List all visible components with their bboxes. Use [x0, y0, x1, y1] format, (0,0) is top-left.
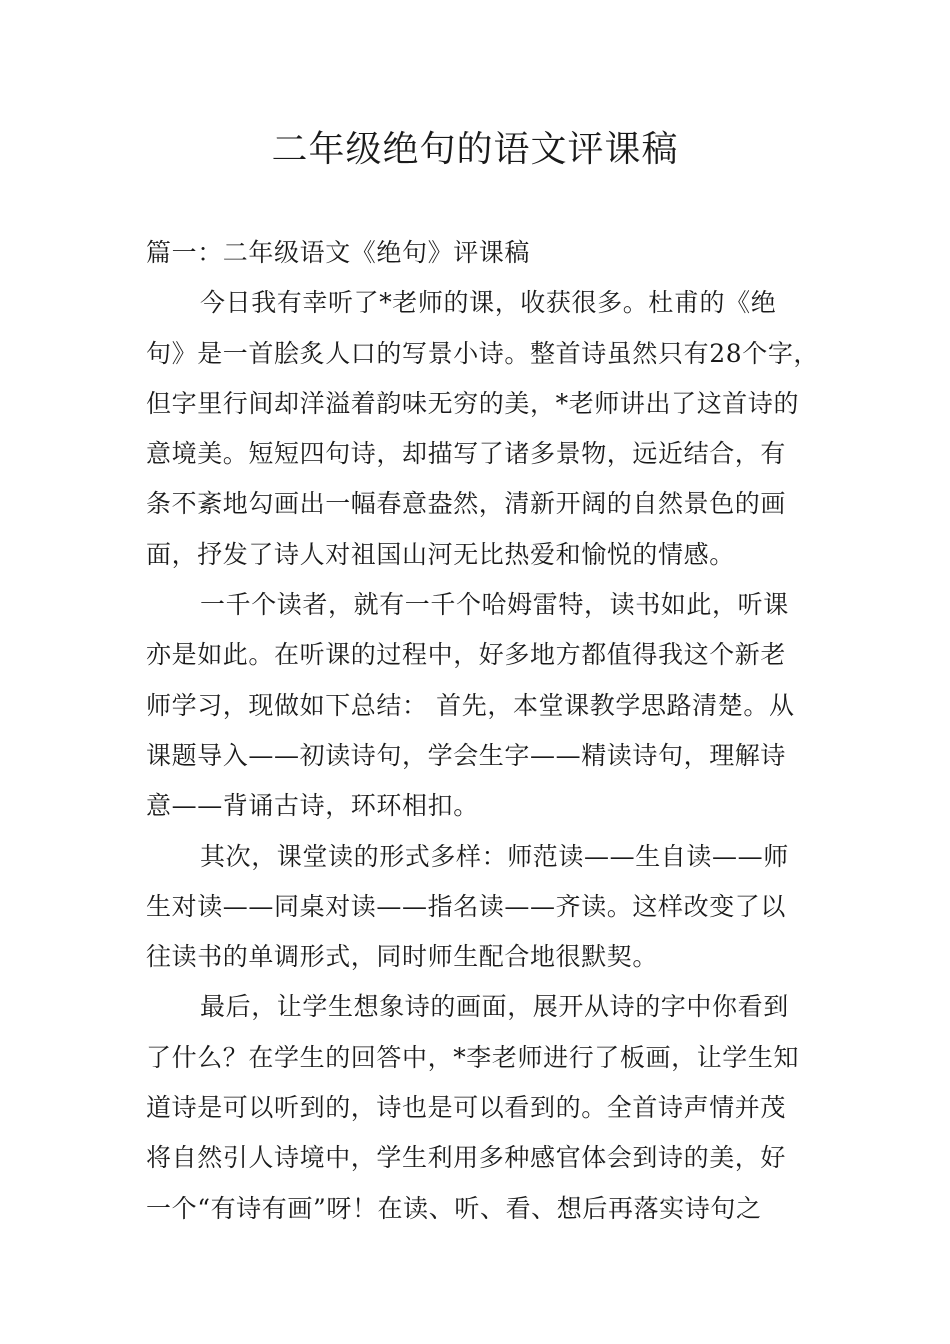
- text-line: 条不紊地勾画出一幅春意盎然，清新开阔的自然景色的画: [146, 489, 787, 519]
- text-line: 道诗是可以听到的，诗也是可以看到的。全首诗声情并茂: [146, 1093, 787, 1123]
- document-title: 二年级绝句的语文评课稿: [271, 129, 679, 170]
- text-line: 最后，让学生想象诗的画面，展开从诗的字中你看到: [200, 992, 789, 1022]
- text-line: 了什么？在学生的回答中，*李老师进行了板画，让学生知: [146, 1042, 800, 1072]
- text-line: 往读书的单调形式，同时师生配合地很默契。: [146, 942, 659, 972]
- text-line: 课题导入——初读诗句，学会生字——精读诗句，理解诗: [146, 740, 787, 770]
- text-line: 其次，课堂读的形式多样：师范读——生自读——师: [200, 841, 789, 871]
- text-line: 句》是一首脍炙人口的写景小诗。整首诗虽然只有28个字，: [146, 338, 820, 368]
- text-line: 意境美。短短四句诗，却描写了诸多景物，远近结合，有: [146, 439, 787, 469]
- text-line: 将自然引人诗境中，学生利用多种感官体会到诗的美，好: [146, 1143, 787, 1173]
- text-line: 今日我有幸听了*老师的课，收获很多。杜甫的《绝: [200, 288, 777, 318]
- document-body: [146, 228, 820, 1234]
- text-line: 一千个读者，就有一千个哈姆雷特，读书如此，听课: [200, 590, 789, 620]
- text-line: 师学习，现做如下总结： 首先，本堂课教学思路清楚。从: [146, 690, 795, 720]
- text-line: 一个“有诗有画”呀！在读、听、看、想后再落实诗句之: [146, 1193, 762, 1223]
- text-line: 意——背诵古诗，环环相扣。: [146, 791, 479, 821]
- text-line: 篇一：二年级语文《绝句》评课稿: [146, 238, 531, 267]
- text-line: 生对读——同桌对读——指名读——齐读。这样改变了以: [146, 891, 787, 921]
- text-line: 面，抒发了诗人对祖国山河无比热爱和愉悦的情感。: [146, 539, 735, 569]
- text-line: 亦是如此。在听课的过程中，好多地方都值得我这个新老: [146, 640, 787, 670]
- text-line: 但字里行间却洋溢着韵味无穷的美，*老师讲出了这首诗的: [146, 388, 800, 418]
